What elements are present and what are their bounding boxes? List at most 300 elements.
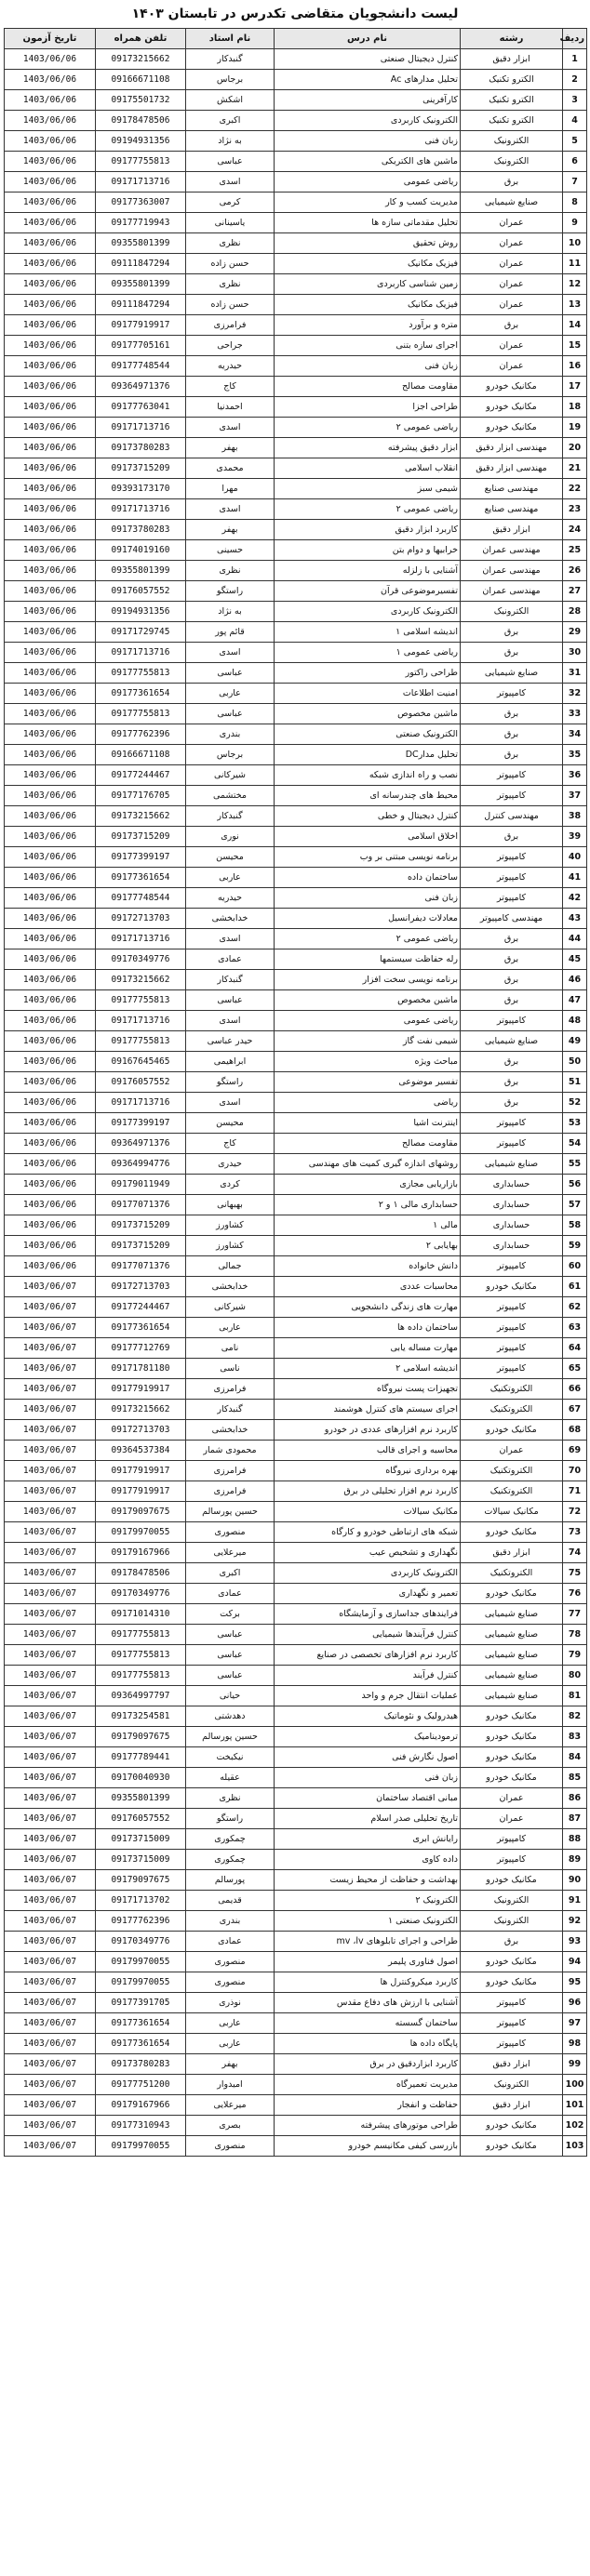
cell-instructor: نامی — [186, 1338, 275, 1359]
cell-phone: 09173780283 — [96, 438, 186, 458]
cell-row-number: 79 — [563, 1645, 587, 1666]
cell-instructor: راستگو — [186, 1809, 275, 1829]
cell-major: صنایع شیمیایی — [461, 1686, 563, 1706]
cell-exam-date: 1403/06/06 — [5, 499, 96, 520]
cell-phone: 09171713702 — [96, 1891, 186, 1911]
table-row — [5, 2116, 587, 2136]
cell-exam-date: 1403/06/06 — [5, 70, 96, 90]
cell-phone: 09178478506 — [96, 1563, 186, 1584]
cell-phone: 09173715009 — [96, 1850, 186, 1870]
cell-course: ماشین مخصوص — [275, 990, 461, 1011]
cell-major: الکترونیک — [461, 131, 563, 152]
table-row — [5, 1236, 587, 1256]
table-row — [5, 561, 587, 581]
table-row — [5, 1809, 587, 1829]
cell-course: ماشین مخصوص — [275, 704, 461, 724]
cell-phone: 09177755813 — [96, 1625, 186, 1645]
cell-instructor: نظری — [186, 561, 275, 581]
cell-exam-date: 1403/06/07 — [5, 1277, 96, 1297]
cell-exam-date: 1403/06/06 — [5, 888, 96, 909]
cell-course: مدیریت کسب و کار — [275, 193, 461, 213]
cell-course: زبان فنی — [275, 888, 461, 909]
cell-instructor: عباسی — [186, 1645, 275, 1666]
cell-phone: 09177762396 — [96, 724, 186, 745]
cell-instructor: گنبدکار — [186, 806, 275, 827]
cell-instructor: خدابخشی — [186, 1277, 275, 1297]
cell-course: ریاضی عمومی ۱ — [275, 643, 461, 663]
cell-course: دانش خانواده — [275, 1256, 461, 1277]
table-row — [5, 1952, 587, 1972]
table-row — [5, 2136, 587, 2157]
cell-phone: 09179011949 — [96, 1175, 186, 1195]
table-row — [5, 1011, 587, 1031]
cell-row-number: 61 — [563, 1277, 587, 1297]
cell-row-number: 5 — [563, 131, 587, 152]
cell-row-number: 95 — [563, 1972, 587, 1993]
cell-course: رله حفاظت سیستمها — [275, 949, 461, 970]
cell-exam-date: 1403/06/06 — [5, 1072, 96, 1093]
cell-row-number: 47 — [563, 990, 587, 1011]
cell-row-number: 21 — [563, 458, 587, 479]
cell-exam-date: 1403/06/07 — [5, 1666, 96, 1686]
table-row — [5, 847, 587, 868]
cell-course: کاربرد ابزاردقیق در برق — [275, 2054, 461, 2075]
cell-phone: 09177755813 — [96, 152, 186, 172]
cell-major: عمران — [461, 254, 563, 274]
cell-phone: 09177361654 — [96, 1318, 186, 1338]
table-row — [5, 2013, 587, 2034]
cell-exam-date: 1403/06/07 — [5, 2075, 96, 2095]
cell-phone: 09177176705 — [96, 786, 186, 806]
cell-exam-date: 1403/06/06 — [5, 663, 96, 684]
cell-course: طراحی موتورهای پیشرفته — [275, 2116, 461, 2136]
table-row — [5, 1727, 587, 1747]
table-row — [5, 1420, 587, 1441]
header-phone: تلفن همراه — [96, 29, 186, 49]
table-row — [5, 1359, 587, 1379]
cell-row-number: 32 — [563, 684, 587, 704]
cell-course: نگهداری و تشخیص عیب — [275, 1543, 461, 1563]
cell-major: مکانیک خودرو — [461, 1277, 563, 1297]
cell-phone: 09364537384 — [96, 1441, 186, 1461]
table-row — [5, 1645, 587, 1666]
cell-exam-date: 1403/06/06 — [5, 520, 96, 540]
cell-instructor: اسدی — [186, 643, 275, 663]
cell-major: برق — [461, 949, 563, 970]
cell-phone: 09194931356 — [96, 602, 186, 622]
cell-instructor: راستگو — [186, 581, 275, 602]
cell-exam-date: 1403/06/06 — [5, 704, 96, 724]
cell-exam-date: 1403/06/06 — [5, 745, 96, 765]
cell-phone: 09173215662 — [96, 49, 186, 70]
cell-phone: 09166671108 — [96, 70, 186, 90]
table-row — [5, 868, 587, 888]
table-row — [5, 1604, 587, 1625]
cell-phone: 09173254581 — [96, 1706, 186, 1727]
cell-course: بازرسی کیفی مکانیسم خودرو — [275, 2136, 461, 2157]
cell-row-number: 9 — [563, 213, 587, 233]
cell-exam-date: 1403/06/06 — [5, 684, 96, 704]
table-row — [5, 827, 587, 847]
cell-course: شبکه های ارتباطی خودرو و کارگاه — [275, 1522, 461, 1543]
cell-course: روش تحقیق — [275, 233, 461, 254]
table-row — [5, 909, 587, 929]
cell-major: مهندسی ابزار دقیق — [461, 438, 563, 458]
cell-exam-date: 1403/06/06 — [5, 152, 96, 172]
cell-row-number: 64 — [563, 1338, 587, 1359]
cell-phone: 09178478506 — [96, 111, 186, 131]
cell-major: مکانیک خودرو — [461, 418, 563, 438]
table-row — [5, 1850, 587, 1870]
cell-row-number: 84 — [563, 1747, 587, 1768]
cell-instructor: حیدریه — [186, 356, 275, 377]
cell-course: زبان فنی — [275, 131, 461, 152]
cell-major: حسابداری — [461, 1175, 563, 1195]
table-row — [5, 2095, 587, 2116]
cell-exam-date: 1403/06/07 — [5, 1645, 96, 1666]
cell-phone: 09364971376 — [96, 1134, 186, 1154]
table-row — [5, 213, 587, 233]
cell-instructor: امیدوار — [186, 2075, 275, 2095]
cell-exam-date: 1403/06/07 — [5, 1379, 96, 1400]
cell-exam-date: 1403/06/07 — [5, 2013, 96, 2034]
cell-phone: 09176057552 — [96, 1072, 186, 1093]
cell-phone: 09170349776 — [96, 1584, 186, 1604]
cell-row-number: 13 — [563, 295, 587, 315]
cell-major: کامپیوتر — [461, 847, 563, 868]
cell-course: ساختمان داده ها — [275, 1318, 461, 1338]
cell-course: برنامه نویسی سخت افزار — [275, 970, 461, 990]
cell-phone: 09177748544 — [96, 356, 186, 377]
table-row — [5, 1666, 587, 1686]
cell-instructor: جمالی — [186, 1256, 275, 1277]
cell-instructor: اسدی — [186, 1011, 275, 1031]
cell-major: کامپیوتر — [461, 2013, 563, 2034]
cell-major: صنایع شیمیایی — [461, 1625, 563, 1645]
cell-exam-date: 1403/06/06 — [5, 1052, 96, 1072]
cell-phone: 09393173170 — [96, 479, 186, 499]
table-row — [5, 397, 587, 418]
cell-phone: 09179097675 — [96, 1727, 186, 1747]
cell-course: ساختمان گسسته — [275, 2013, 461, 2034]
cell-phone: 09167645465 — [96, 1052, 186, 1072]
cell-instructor: گنبدکار — [186, 1400, 275, 1420]
header-major: رشته — [461, 29, 563, 49]
cell-exam-date: 1403/06/07 — [5, 1502, 96, 1522]
cell-phone: 09177789441 — [96, 1747, 186, 1768]
cell-phone: 09364997797 — [96, 1686, 186, 1706]
cell-phone: 09177755813 — [96, 1666, 186, 1686]
cell-major: الکتروتکنیک — [461, 1461, 563, 1481]
cell-major: صنایع شیمیایی — [461, 1645, 563, 1666]
cell-row-number: 22 — [563, 479, 587, 499]
cell-instructor: مختشمی — [186, 786, 275, 806]
cell-phone: 09177705161 — [96, 336, 186, 356]
cell-course: زبان فنی — [275, 1768, 461, 1788]
cell-major: مکانیک خودرو — [461, 1768, 563, 1788]
cell-instructor: چمکوری — [186, 1829, 275, 1850]
cell-row-number: 35 — [563, 745, 587, 765]
cell-course: تجهیزات پست نیروگاه — [275, 1379, 461, 1400]
cell-major: عمران — [461, 1441, 563, 1461]
cell-row-number: 52 — [563, 1093, 587, 1113]
table-row — [5, 2034, 587, 2054]
cell-major: حسابداری — [461, 1215, 563, 1236]
cell-phone: 09177919917 — [96, 1481, 186, 1502]
cell-row-number: 76 — [563, 1584, 587, 1604]
cell-instructor: شیرکانی — [186, 1297, 275, 1318]
cell-phone: 09175501732 — [96, 90, 186, 111]
table-row — [5, 1932, 587, 1952]
cell-row-number: 7 — [563, 172, 587, 193]
table-row — [5, 602, 587, 622]
cell-phone: 09172713703 — [96, 1420, 186, 1441]
cell-exam-date: 1403/06/07 — [5, 1829, 96, 1850]
cell-instructor: نظری — [186, 274, 275, 295]
cell-row-number: 89 — [563, 1850, 587, 1870]
cell-phone: 09177244467 — [96, 1297, 186, 1318]
cell-phone: 09171781180 — [96, 1359, 186, 1379]
cell-row-number: 50 — [563, 1052, 587, 1072]
cell-course: کارآفرینی — [275, 90, 461, 111]
cell-instructor: اکبری — [186, 111, 275, 131]
table-row — [5, 786, 587, 806]
cell-phone: 09194931356 — [96, 131, 186, 152]
cell-course: کاربرد نرم افزارهای عددی در خودرو — [275, 1420, 461, 1441]
table-row — [5, 356, 587, 377]
cell-major: صنایع شیمیایی — [461, 1666, 563, 1686]
cell-course: زمین شناسی کاربردی — [275, 274, 461, 295]
cell-instructor: عباسی — [186, 1666, 275, 1686]
cell-major: برق — [461, 172, 563, 193]
cell-major: مکانیک خودرو — [461, 2116, 563, 2136]
table-row — [5, 1400, 587, 1420]
table-row — [5, 377, 587, 397]
cell-major: مهندسی صنایع — [461, 499, 563, 520]
cell-major: کامپیوتر — [461, 1338, 563, 1359]
cell-phone: 09177755813 — [96, 704, 186, 724]
table-row — [5, 745, 587, 765]
cell-row-number: 73 — [563, 1522, 587, 1543]
cell-course: تعمیر و نگهداری — [275, 1584, 461, 1604]
cell-exam-date: 1403/06/06 — [5, 233, 96, 254]
cell-exam-date: 1403/06/06 — [5, 622, 96, 643]
cell-exam-date: 1403/06/06 — [5, 336, 96, 356]
cell-instructor: محمودی شمار — [186, 1441, 275, 1461]
cell-major: برق — [461, 929, 563, 949]
cell-row-number: 14 — [563, 315, 587, 336]
cell-major: مهندسی کنترل — [461, 806, 563, 827]
cell-phone: 09176057552 — [96, 1809, 186, 1829]
table-row — [5, 765, 587, 786]
cell-row-number: 85 — [563, 1768, 587, 1788]
cell-phone: 09174019160 — [96, 540, 186, 561]
cell-exam-date: 1403/06/06 — [5, 1134, 96, 1154]
cell-major: کامپیوتر — [461, 1134, 563, 1154]
cell-phone: 09179167966 — [96, 1543, 186, 1563]
cell-phone: 09173215662 — [96, 970, 186, 990]
cell-phone: 09170349776 — [96, 1932, 186, 1952]
cell-row-number: 100 — [563, 2075, 587, 2095]
cell-major: برق — [461, 1932, 563, 1952]
cell-exam-date: 1403/06/06 — [5, 786, 96, 806]
cell-major: مهندسی عمران — [461, 540, 563, 561]
table-row — [5, 540, 587, 561]
cell-row-number: 91 — [563, 1891, 587, 1911]
cell-row-number: 41 — [563, 868, 587, 888]
cell-major: برق — [461, 1093, 563, 1113]
cell-course: بهداشت و حفاظت از محیط زیست — [275, 1870, 461, 1891]
cell-course: مبانی اقتصاد ساختمان — [275, 1788, 461, 1809]
cell-exam-date: 1403/06/06 — [5, 909, 96, 929]
cell-course: ریاضی عمومی ۲ — [275, 418, 461, 438]
cell-course: طراحی اجزا — [275, 397, 461, 418]
cell-phone: 09355801399 — [96, 561, 186, 581]
table-row — [5, 336, 587, 356]
table-row — [5, 418, 587, 438]
cell-instructor: اکبری — [186, 1563, 275, 1584]
cell-phone: 09364994776 — [96, 1154, 186, 1175]
cell-row-number: 25 — [563, 540, 587, 561]
cell-exam-date: 1403/06/06 — [5, 561, 96, 581]
cell-exam-date: 1403/06/06 — [5, 90, 96, 111]
cell-row-number: 60 — [563, 1256, 587, 1277]
cell-course: بهایابی ۲ — [275, 1236, 461, 1256]
cell-instructor: گنبدکار — [186, 49, 275, 70]
header-exam-date: تاریخ آزمون — [5, 29, 96, 49]
cell-row-number: 96 — [563, 1993, 587, 2013]
cell-major: کامپیوتر — [461, 1359, 563, 1379]
table-row — [5, 1829, 587, 1850]
cell-phone: 09177244467 — [96, 765, 186, 786]
cell-instructor: کشاورز — [186, 1236, 275, 1256]
cell-exam-date: 1403/06/06 — [5, 131, 96, 152]
cell-course: اصول فناوری پلیمر — [275, 1952, 461, 1972]
cell-major: مکانیک خودرو — [461, 1952, 563, 1972]
cell-major: ابزار دقیق — [461, 2054, 563, 2075]
cell-instructor: محمدی — [186, 458, 275, 479]
table-row — [5, 499, 587, 520]
cell-course: آشنایی با ارزش های دفاع مقدس — [275, 1993, 461, 2013]
table-row — [5, 1972, 587, 1993]
cell-major: برق — [461, 724, 563, 745]
cell-exam-date: 1403/06/07 — [5, 1932, 96, 1952]
cell-phone: 09177310943 — [96, 2116, 186, 2136]
cell-phone: 09177361654 — [96, 684, 186, 704]
table-row — [5, 1563, 587, 1584]
cell-course: تفسیرموضوعی قرآن — [275, 581, 461, 602]
cell-course: ریاضی عمومی — [275, 172, 461, 193]
cell-row-number: 28 — [563, 602, 587, 622]
cell-major: صنایع شیمیایی — [461, 1604, 563, 1625]
cell-course: تحلیل مقدماتی سازه ها — [275, 213, 461, 233]
table-row — [5, 1134, 587, 1154]
cell-course: مقاومت مصالح — [275, 377, 461, 397]
cell-row-number: 77 — [563, 1604, 587, 1625]
cell-row-number: 71 — [563, 1481, 587, 1502]
cell-instructor: یاسینانی — [186, 213, 275, 233]
cell-instructor: عاربی — [186, 2034, 275, 2054]
cell-instructor: ابراهیمی — [186, 1052, 275, 1072]
cell-exam-date: 1403/06/06 — [5, 274, 96, 295]
cell-major: برق — [461, 1072, 563, 1093]
cell-phone: 09177763041 — [96, 397, 186, 418]
cell-course: فرایندهای جداسازی و آزمایشگاه — [275, 1604, 461, 1625]
cell-phone: 09173715209 — [96, 1215, 186, 1236]
table-row — [5, 949, 587, 970]
cell-instructor: حسن زاده — [186, 254, 275, 274]
cell-instructor: نظری — [186, 233, 275, 254]
cell-major: برق — [461, 704, 563, 724]
table-row — [5, 1625, 587, 1645]
cell-row-number: 29 — [563, 622, 587, 643]
cell-course: اجرای سیستم های کنترل هوشمند — [275, 1400, 461, 1420]
cell-course: ریاضی — [275, 1093, 461, 1113]
cell-course: مدیریت تعمیرگاه — [275, 2075, 461, 2095]
cell-instructor: احمدنیا — [186, 397, 275, 418]
cell-phone: 09173715009 — [96, 1829, 186, 1850]
cell-major: ابزار دقیق — [461, 49, 563, 70]
cell-major: صنایع شیمیایی — [461, 1031, 563, 1052]
cell-row-number: 103 — [563, 2136, 587, 2157]
table-row — [5, 663, 587, 684]
cell-phone: 09179097675 — [96, 1502, 186, 1522]
cell-course: الکترونیک کاربردی — [275, 602, 461, 622]
cell-course: روشهای اندازه گیری کمیت های مهندسی — [275, 1154, 461, 1175]
cell-exam-date: 1403/06/07 — [5, 1911, 96, 1932]
cell-major: مهندسی عمران — [461, 581, 563, 602]
cell-phone: 09173215662 — [96, 806, 186, 827]
cell-instructor: محیسن — [186, 847, 275, 868]
cell-exam-date: 1403/06/06 — [5, 479, 96, 499]
cell-exam-date: 1403/06/07 — [5, 1870, 96, 1891]
cell-major: برق — [461, 1052, 563, 1072]
cell-phone: 09171713716 — [96, 499, 186, 520]
cell-phone: 09177762396 — [96, 1911, 186, 1932]
cell-major: کامپیوتر — [461, 1850, 563, 1870]
cell-row-number: 51 — [563, 1072, 587, 1093]
cell-course: کاربرد میکروکنترل ها — [275, 1972, 461, 1993]
page-title: لیست دانشجویان متقاضی تکدرس در تابستان ۱۴۰۳ — [131, 7, 459, 21]
cell-major: کامپیوتر — [461, 868, 563, 888]
cell-row-number: 101 — [563, 2095, 587, 2116]
cell-phone: 09177399197 — [96, 1113, 186, 1134]
cell-phone: 09172713703 — [96, 909, 186, 929]
cell-row-number: 30 — [563, 643, 587, 663]
cell-instructor: فرامرزی — [186, 1379, 275, 1400]
cell-exam-date: 1403/06/07 — [5, 1522, 96, 1543]
cell-phone: 09170040930 — [96, 1768, 186, 1788]
table-row — [5, 1747, 587, 1768]
cell-row-number: 15 — [563, 336, 587, 356]
cell-course: اخلاق اسلامی — [275, 827, 461, 847]
cell-exam-date: 1403/06/07 — [5, 1604, 96, 1625]
cell-instructor: به نژاد — [186, 131, 275, 152]
cell-course: فیزیک مکانیک — [275, 254, 461, 274]
cell-major: عمران — [461, 274, 563, 295]
cell-instructor: عاربی — [186, 2013, 275, 2034]
cell-row-number: 68 — [563, 1420, 587, 1441]
cell-row-number: 66 — [563, 1379, 587, 1400]
cell-major: کامپیوتر — [461, 1256, 563, 1277]
table-row — [5, 1686, 587, 1706]
cell-row-number: 10 — [563, 233, 587, 254]
cell-major: کامپیوتر — [461, 1297, 563, 1318]
table-row — [5, 233, 587, 254]
cell-phone: 09170349776 — [96, 949, 186, 970]
cell-phone: 09177712769 — [96, 1338, 186, 1359]
cell-row-number: 27 — [563, 581, 587, 602]
